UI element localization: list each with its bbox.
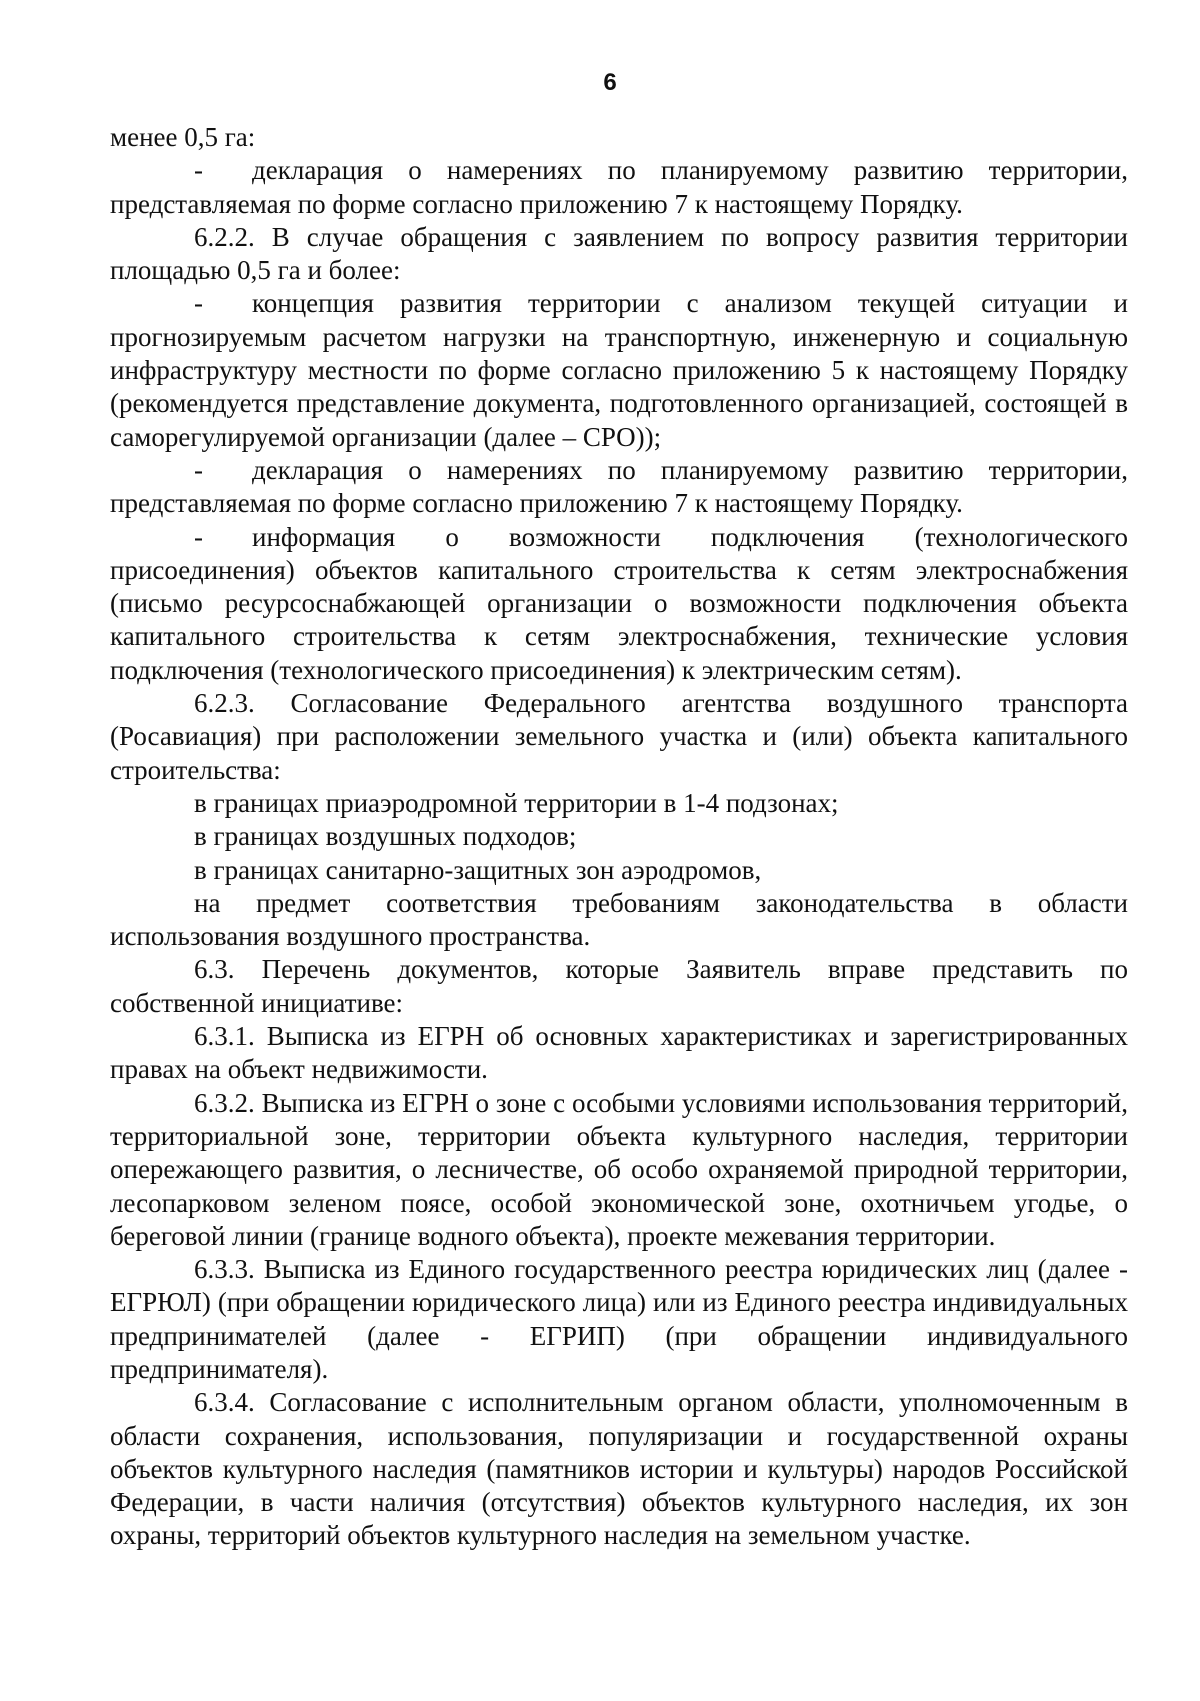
sub-item-line: в границах воздушных подходов; (194, 821, 577, 852)
section-paragraph-6-3: 6.3. Перечень документов, которые Заявитель вправе представить по собственной инициативе: (110, 954, 1128, 1018)
section-paragraph-6-3-3: 6.3.3. Выписка из Единого государственного реестра юридических лиц (далее - ЕГРЮЛ) (при обращении юридического лица) или из Единого реестра индивидуальных предпринимателей (далее - ЕГРИП) (при обращении индивидуального предпринимателя). (110, 1254, 1128, 1384)
section-paragraph-6-2-2: 6.2.2. В случае обращения с заявлением по вопросу развития территории площадью 0,5 га и более: (110, 221, 1128, 286)
sub-item-line: в границах санитарно-защитных зон аэродромов, (194, 854, 762, 885)
section-paragraph-6-2-3: 6.2.3. Согласование Федерального агентства воздушного транспорта (Росавиация) при расположении земельного участка и (или) объекта капитального строительства: (110, 688, 1128, 785)
paragraph-continuation: менее 0,5 га: (110, 122, 256, 152)
dash-list-item (110, 287, 1128, 453)
dash-marker: - (194, 155, 203, 186)
dash-item-text: информация о возможности подключения (технологического присоединения) объектов капитального строительства к сетям электроснабжения (письмо ресурсоснабжающей организации о возможности подключения объекта капитального строительства к сетям электроснабжения, технические условия подключения (технологического присоединения) к электрическим сетям). (110, 521, 1128, 685)
sub-item-line: в границах приаэродромной территории в 1-4 подзонах; (194, 787, 839, 818)
dash-marker: - (194, 288, 203, 319)
dash-item-text: декларация о намерениях по планируемому развитию территории, представляемая по форме согласно приложению 7 к настоящему Порядку. (110, 155, 1128, 219)
page-number: 6 (603, 69, 617, 96)
dash-marker: - (194, 454, 203, 485)
section-paragraph-6-3-4: 6.3.4. Согласование с исполнительным органом области, уполномоченным в области сохранения, использования, популяризации и государственной охраны объектов культурного наследия (памятников истории и культуры) народов Российской Федерации, в части наличия (отсутствия) объектов культурного наследия, их зон охраны, территорий объектов культурного наследия на земельном участке. (110, 1387, 1128, 1551)
dash-list-item (110, 521, 1128, 687)
document-body (110, 121, 1128, 1553)
section-paragraph-6-3-2: 6.3.2. Выписка из ЕГРН о зоне с особыми условиями использования территорий, территориальной зоне, территории объекта культурного наследия, территории опережающего развития, о лесничестве, об особо охраняемой природной территории, лесопарковом зеленом поясе, особой экономической зоне, охотничьем угодье, о береговой линии (границе водного объекта), проекте межевания территории. (110, 1087, 1128, 1251)
dash-list-item (110, 454, 1128, 521)
dash-item-text: концепция развития территории с анализом текущей ситуации и прогнозируемым расчетом нагрузки на транспортную, инженерную и социальную инфраструктуру местности по форме согласно приложению 5 к настоящему Порядку (рекомендуется представление документа, подготовленного организацией, состоящей в саморегулируемой организации (далее – СРО)); (110, 288, 1128, 452)
dash-marker: - (194, 521, 203, 552)
dash-list-item (110, 154, 1128, 221)
section-paragraph-6-3-1: 6.3.1. Выписка из ЕГРН об основных характеристиках и зарегистрированных правах на объект недвижимости. (110, 1021, 1128, 1085)
paragraph-continuation-purpose: на предмет соответствия требованиям законодательства в области использования воздушного пространства. (110, 887, 1128, 952)
dash-item-text: декларация о намерениях по планируемому развитию территории, представляемая по форме согласно приложению 7 к настоящему Порядку. (110, 454, 1128, 519)
